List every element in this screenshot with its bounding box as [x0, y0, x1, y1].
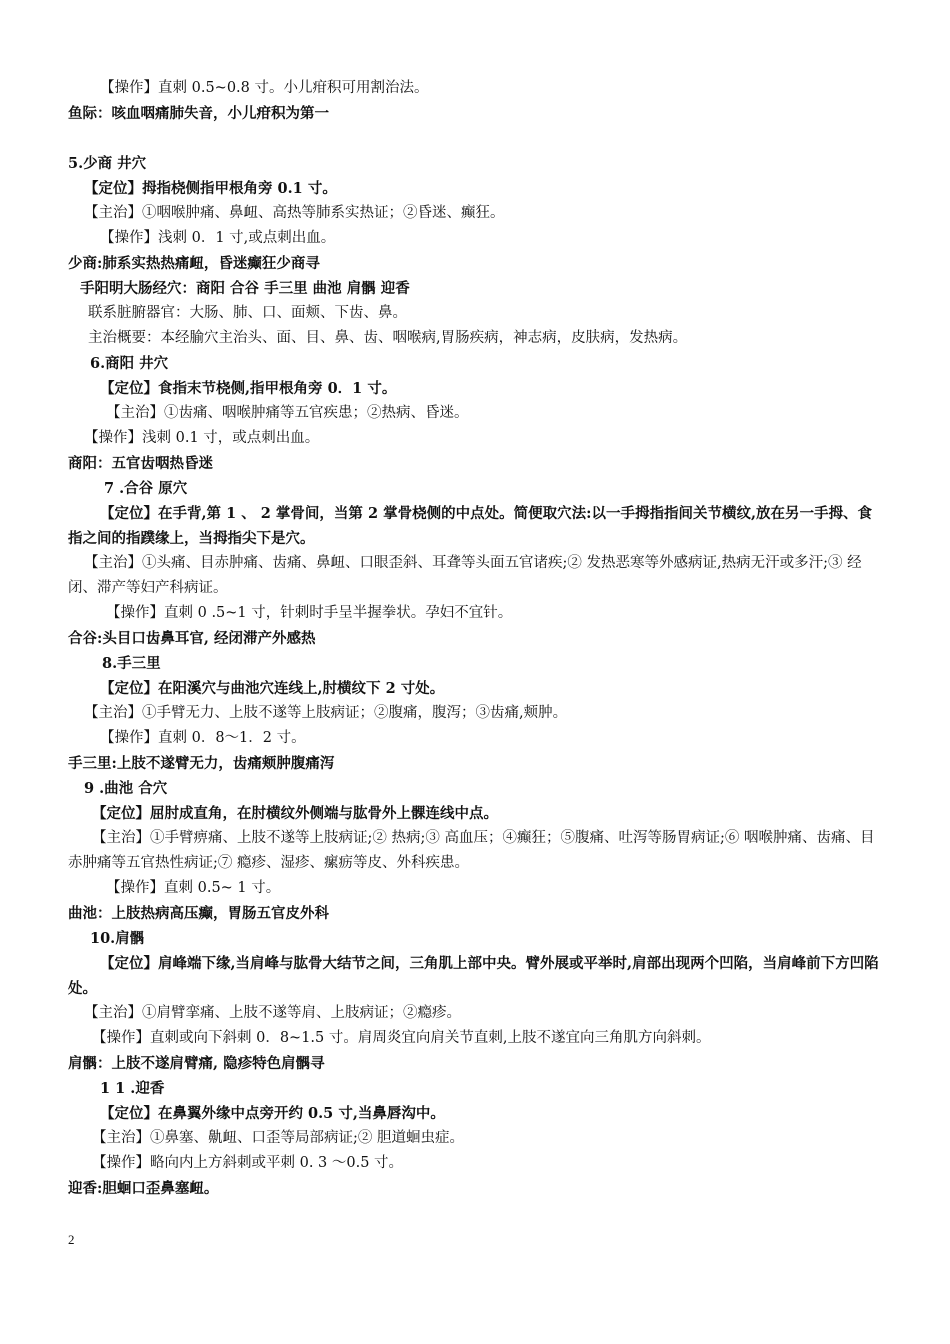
operation-line: 【操作】直刺 0 .5~1 寸，针刺时手呈半握拳状。孕妇不宜针。 — [106, 605, 513, 621]
mnemonic-shousanli: 手三里:上肢不遂臂无力，齿痛颊肿腹痛泻 — [68, 755, 335, 772]
meridian-heading: 手阳明大肠经穴：商阳 合谷 手三里 曲池 肩髃 迎香 — [80, 280, 410, 297]
location-line: 【定位】在阳溪穴与曲池穴连线上,肘横纹下 2 寸处。 — [100, 680, 445, 697]
operation-line: 【操作】略向内上方斜刺或平刺 0. 3 ～0.5 寸。 — [92, 1155, 404, 1171]
indication-line: 【主治】①手臂无力、上肢不遂等上肢病证；②腹痛，腹泻；③齿痛,颊肿。 — [84, 705, 568, 721]
section-heading-yingxiang: 1 1 .迎香 — [100, 1080, 165, 1097]
mnemonic-jianyu: 肩髃：上肢不遂肩臂痛, 隐疹特色肩髃寻 — [68, 1055, 325, 1072]
operation-line: 【操作】直刺 0．8～1．2 寸。 — [100, 730, 306, 746]
related-organs-line: 联系脏腑器官：大肠、肺、口、面颊、下齿、鼻。 — [88, 305, 407, 321]
section-heading-shousanli: 8.手三里 — [102, 655, 161, 672]
indication-line: 【主治】①鼻塞、鼽衄、口歪等局部病证;② 胆道蛔虫症。 — [92, 1130, 464, 1146]
location-paragraph: 【定位】肩峰端下缘,当肩峰与肱骨大结节之间，三角肌上部中央。臂外展或平举时,肩部出现两个凹陷，当肩峰前下方凹陷处。 — [68, 955, 879, 997]
operation-line: 【操作】浅刺 0.1 寸，或点刺出血。 — [84, 430, 320, 446]
indication-paragraph: 【主治】①头痛、目赤肿痛、齿痛、鼻衄、口眼歪斜、耳聋等头面五官诸疾;② 发热恶寒等外感病证,热病无汗或多汗;③ 经闭、滞产等妇产科病证。 — [68, 555, 862, 596]
location-line: 【定位】拇指桡侧指甲根角旁 0.1 寸。 — [84, 180, 337, 197]
location-line: 【定位】屈肘成直角，在肘横纹外侧端与肱骨外上髁连线中点。 — [92, 805, 498, 822]
section-heading-shangyang: 6.商阳 井穴 — [90, 355, 169, 372]
indication-line: 【主治】①肩臂挛痛、上肢不遂等肩、上肢病证；②瘾疹。 — [84, 1005, 461, 1021]
location-line: 【定位】在鼻翼外缘中点旁开约 0.5 寸,当鼻唇沟中。 — [100, 1105, 445, 1122]
operation-line: 【操作】直刺或向下斜刺 0．8~1.5 寸。肩周炎宜向肩关节直刺,上肢不遂宜向三角肌方向斜刺。 — [92, 1030, 711, 1046]
operation-line: 【操作】浅刺 0．1 寸,或点刺出血。 — [100, 230, 336, 246]
indication-line: 【主治】①咽喉肿痛、鼻衄、高热等肺系实热证；②昏迷、癫狂。 — [84, 205, 505, 221]
location-line: 【定位】食指末节桡侧,指甲根角旁 0．1 寸。 — [100, 380, 397, 397]
operation-line: 【操作】直刺 0.5~ 1 寸。 — [106, 880, 281, 896]
section-heading-quchi: 9 .曲池 合穴 — [84, 780, 168, 797]
location-paragraph: 【定位】在手背,第 1 、 2 掌骨间，当第 2 掌骨桡侧的中点处。简便取穴法:以一手拇指指间关节横纹,放在另一手拇、食指之间的指蹼缘上，当拇指尖下是穴。 — [68, 505, 873, 547]
section-heading-shaoshang: 5.少商 井穴 — [68, 155, 147, 172]
mnemonic-yingxiang: 迎香:胆蛔口歪鼻塞衄。 — [68, 1180, 219, 1197]
indication-paragraph: 【主治】①手臂痹痛、上肢不遂等上肢病证;② 热病;③ 高血压；④癫狂；⑤腹痛、吐泻等肠胃病证;⑥ 咽喉肿痛、齿痛、目赤肿痛等五官热性病证;⑦ 瘾疹、湿疹、瘰疬等皮、外科疾患。 — [68, 830, 875, 871]
indication-summary-line: 主治概要：本经腧穴主治头、面、目、鼻、齿、咽喉病,胃肠疾病，神志病，皮肤病，发热病。 — [88, 330, 688, 346]
mnemonic-hegu: 合谷:头目口齿鼻耳官, 经闭滞产外感热 — [68, 630, 316, 647]
mnemonic-yuji: 鱼际：咳血咽痛肺失音，小儿疳积为第一 — [68, 105, 329, 122]
section-heading-hegu: 7 .合谷 原穴 — [104, 480, 188, 497]
section-heading-jianyu: 10.肩髃 — [90, 930, 145, 947]
mnemonic-shangyang: 商阳：五官齿咽热昏迷 — [68, 455, 213, 472]
operation-line: 【操作】直刺 0.5~0.8 寸。小儿疳积可用割治法。 — [100, 80, 429, 96]
page-number: 2 — [68, 1232, 75, 1247]
indication-line: 【主治】①齿痛、咽喉肿痛等五官疾患；②热病、昏迷。 — [106, 405, 469, 421]
mnemonic-shaoshang: 少商:肺系实热热痛衄，昏迷癫狂少商寻 — [68, 255, 320, 272]
mnemonic-quchi: 曲池：上肢热病高压癫，胃肠五官皮外科 — [68, 905, 329, 922]
